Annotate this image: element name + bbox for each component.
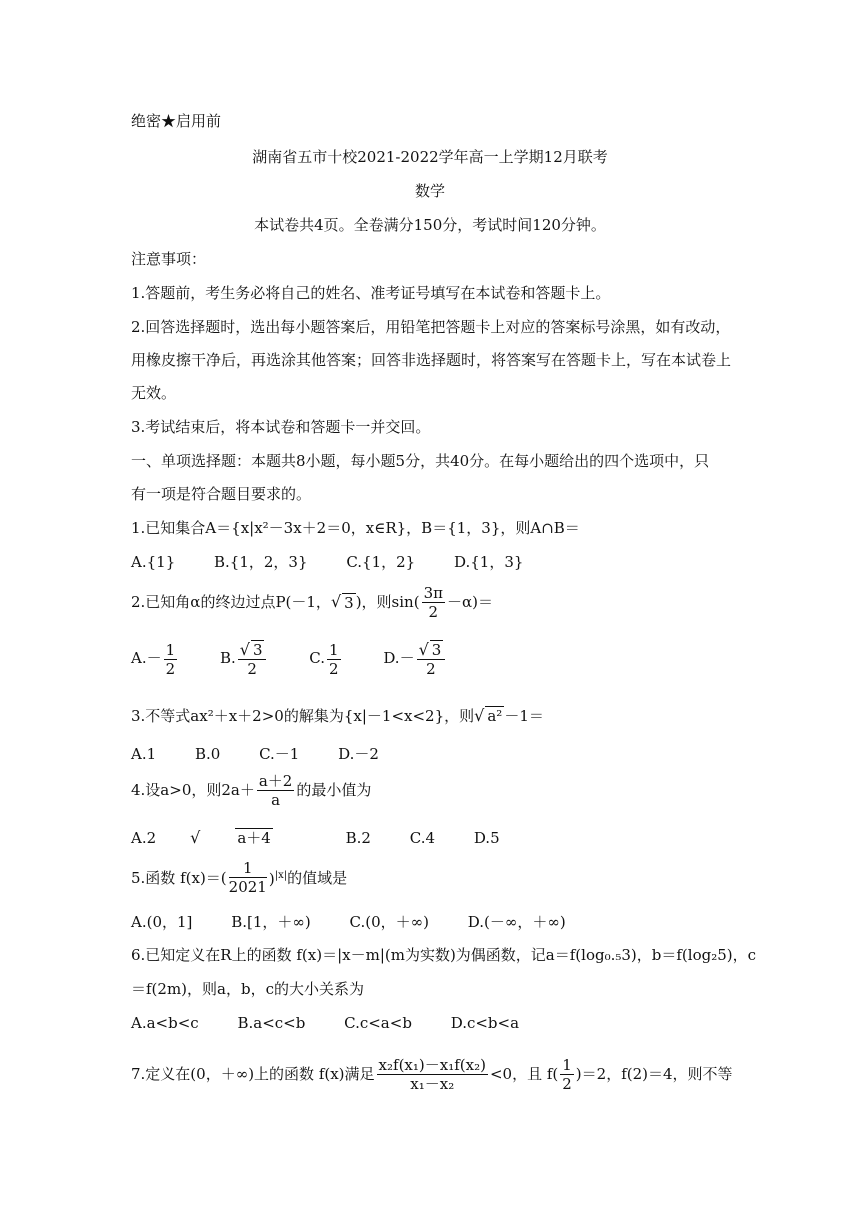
q2-fraction: $\frac{3\pi}{2}$: [423, 583, 443, 621]
q1-options: [131, 552, 557, 572]
q5-fraction: $\frac{1}{2021}$: [228, 859, 267, 896]
q6-option-c: C.c<a<b: [344, 1014, 412, 1032]
q1-option-d: D.{1，3}: [453, 553, 524, 571]
q5-option-c: C.(0，＋∞): [349, 913, 429, 931]
q3-option-a: A.1: [131, 745, 157, 763]
q2-option-a: A.－ $\frac{1}{2}$: [131, 640, 176, 678]
q4-stem: 4.设a>0，则2a＋ $\frac{a+2}{a}$ 的最小值为: [131, 771, 372, 809]
note-1: 1.答题前，考生务必将自己的姓名、准考证号填写在本试卷和答题卡上。: [131, 284, 611, 302]
q4-options: [131, 828, 534, 848]
q5-option-d: D.(－∞，＋∞): [467, 913, 566, 931]
q7-stem: 7.定义在(0，＋∞)上的函数 f(x)满足 $\frac{\text{x₂f(x₁)－x₁f(x₂)}}{\text{x₁－x₂}}$ <0，且 f( $\frac{1}{2}$ )＝2，f(2)＝4，则不等: [131, 1055, 733, 1093]
note-2-line-3: 无效。: [131, 384, 177, 402]
note-2-line-1: 2.回答选择题时，选出每小题答案后，用铅笔把答题卡上对应的答案标号涂黑，如有改动，: [131, 318, 731, 336]
note-2-line-2: 用橡皮擦干净后，再选涂其他答案；回答非选择题时，将答案写在答题卡上，写在本试卷上: [131, 351, 732, 369]
q3-option-d: D.－2: [338, 745, 379, 763]
q1-stem: 1.已知集合A＝{x|x²－3x＋2＝0，x∈R}，B＝{1，3}，则A∩B＝: [131, 519, 580, 537]
q7-fraction: $\frac{\text{x₂f(x₁)－x₁f(x₂)}}{\text{x₁－x₂}}$: [378, 1055, 486, 1093]
q6-option-d: D.c<b<a: [450, 1014, 520, 1032]
q3-options: [131, 744, 413, 764]
q6-option-b: B.a<c<b: [237, 1014, 306, 1032]
q6-stem-line-1: 6.已知定义在R上的函数 f(x)＝|x－m|(m为实数)为偶函数，记a＝f(log₀.₅3)，b＝f(log₂5)，c: [131, 946, 757, 964]
q6-option-a: A.a<b<c: [131, 1014, 199, 1032]
note-3: 3.考试结束后，将本试卷和答题卡一并交回。: [131, 418, 431, 436]
q7-half-fraction: $\frac{1}{2}$: [562, 1055, 572, 1093]
notes-heading: 注意事项：: [131, 250, 207, 268]
secret-label: 绝密★启用前: [131, 112, 222, 130]
q1-option-c: C.{1，2}: [346, 553, 416, 571]
q2-option-c: C. $\frac{1}{2}$: [309, 640, 339, 678]
q5-stem: 5.函数 f(x)＝( $\frac{1}{2021}$ )$^{|x|}$的值域是: [131, 859, 348, 896]
q1-option-b: B.{1，2，3}: [214, 553, 308, 571]
q5-option-b: B.[1，＋∞): [231, 913, 311, 931]
q2-stem: 2.已知角α的终边过点P(－1，√ 3 )，则sin( $\frac{3\pi}{2}$ －α)＝: [131, 583, 493, 621]
q2-options: [131, 637, 447, 678]
q6-stem-line-2: ＝f(2m)，则a，b，c的大小关系为: [131, 980, 364, 998]
q4-option-b: B.2: [345, 829, 371, 847]
section-heading-line-2: 有一项是符合题目要求的。: [131, 485, 312, 503]
q4-fraction: $\frac{a+2}{a}$: [258, 771, 293, 809]
section-heading-line-1: 一、单项选择题：本题共8小题，每小题5分，共40分。在每小题给出的四个选项中，只: [131, 452, 710, 470]
q4-option-a: A.2 √ a＋4: [131, 828, 271, 847]
exam-title: 湖南省五市十校2021-2022学年高一上学期12月联考: [252, 148, 608, 166]
q4-option-d: D.5: [473, 829, 500, 847]
q2-option-b: B. $\frac{√ 3}{2}$: [220, 638, 269, 678]
q4-option-c: C.4: [409, 829, 436, 847]
q2-option-d: D.－ $\frac{√ 3}{2}$: [383, 638, 447, 678]
subject-title: 数学: [414, 182, 445, 200]
q6-options: [131, 1013, 553, 1033]
q5-option-a: A.(0，1]: [131, 913, 193, 931]
q3-option-c: C.－1: [259, 745, 300, 763]
q3-option-b: B.0: [194, 745, 221, 763]
q5-options: [131, 912, 600, 932]
q3-stem: 3.不等式ax²＋x＋2>0的解集为{x|－1<x<2}，则√ a² －1＝: [131, 706, 544, 725]
q1-option-a: A.{1}: [131, 553, 176, 571]
exam-info: 本试卷共4页。全卷满分150分，考试时间120分钟。: [254, 216, 606, 234]
